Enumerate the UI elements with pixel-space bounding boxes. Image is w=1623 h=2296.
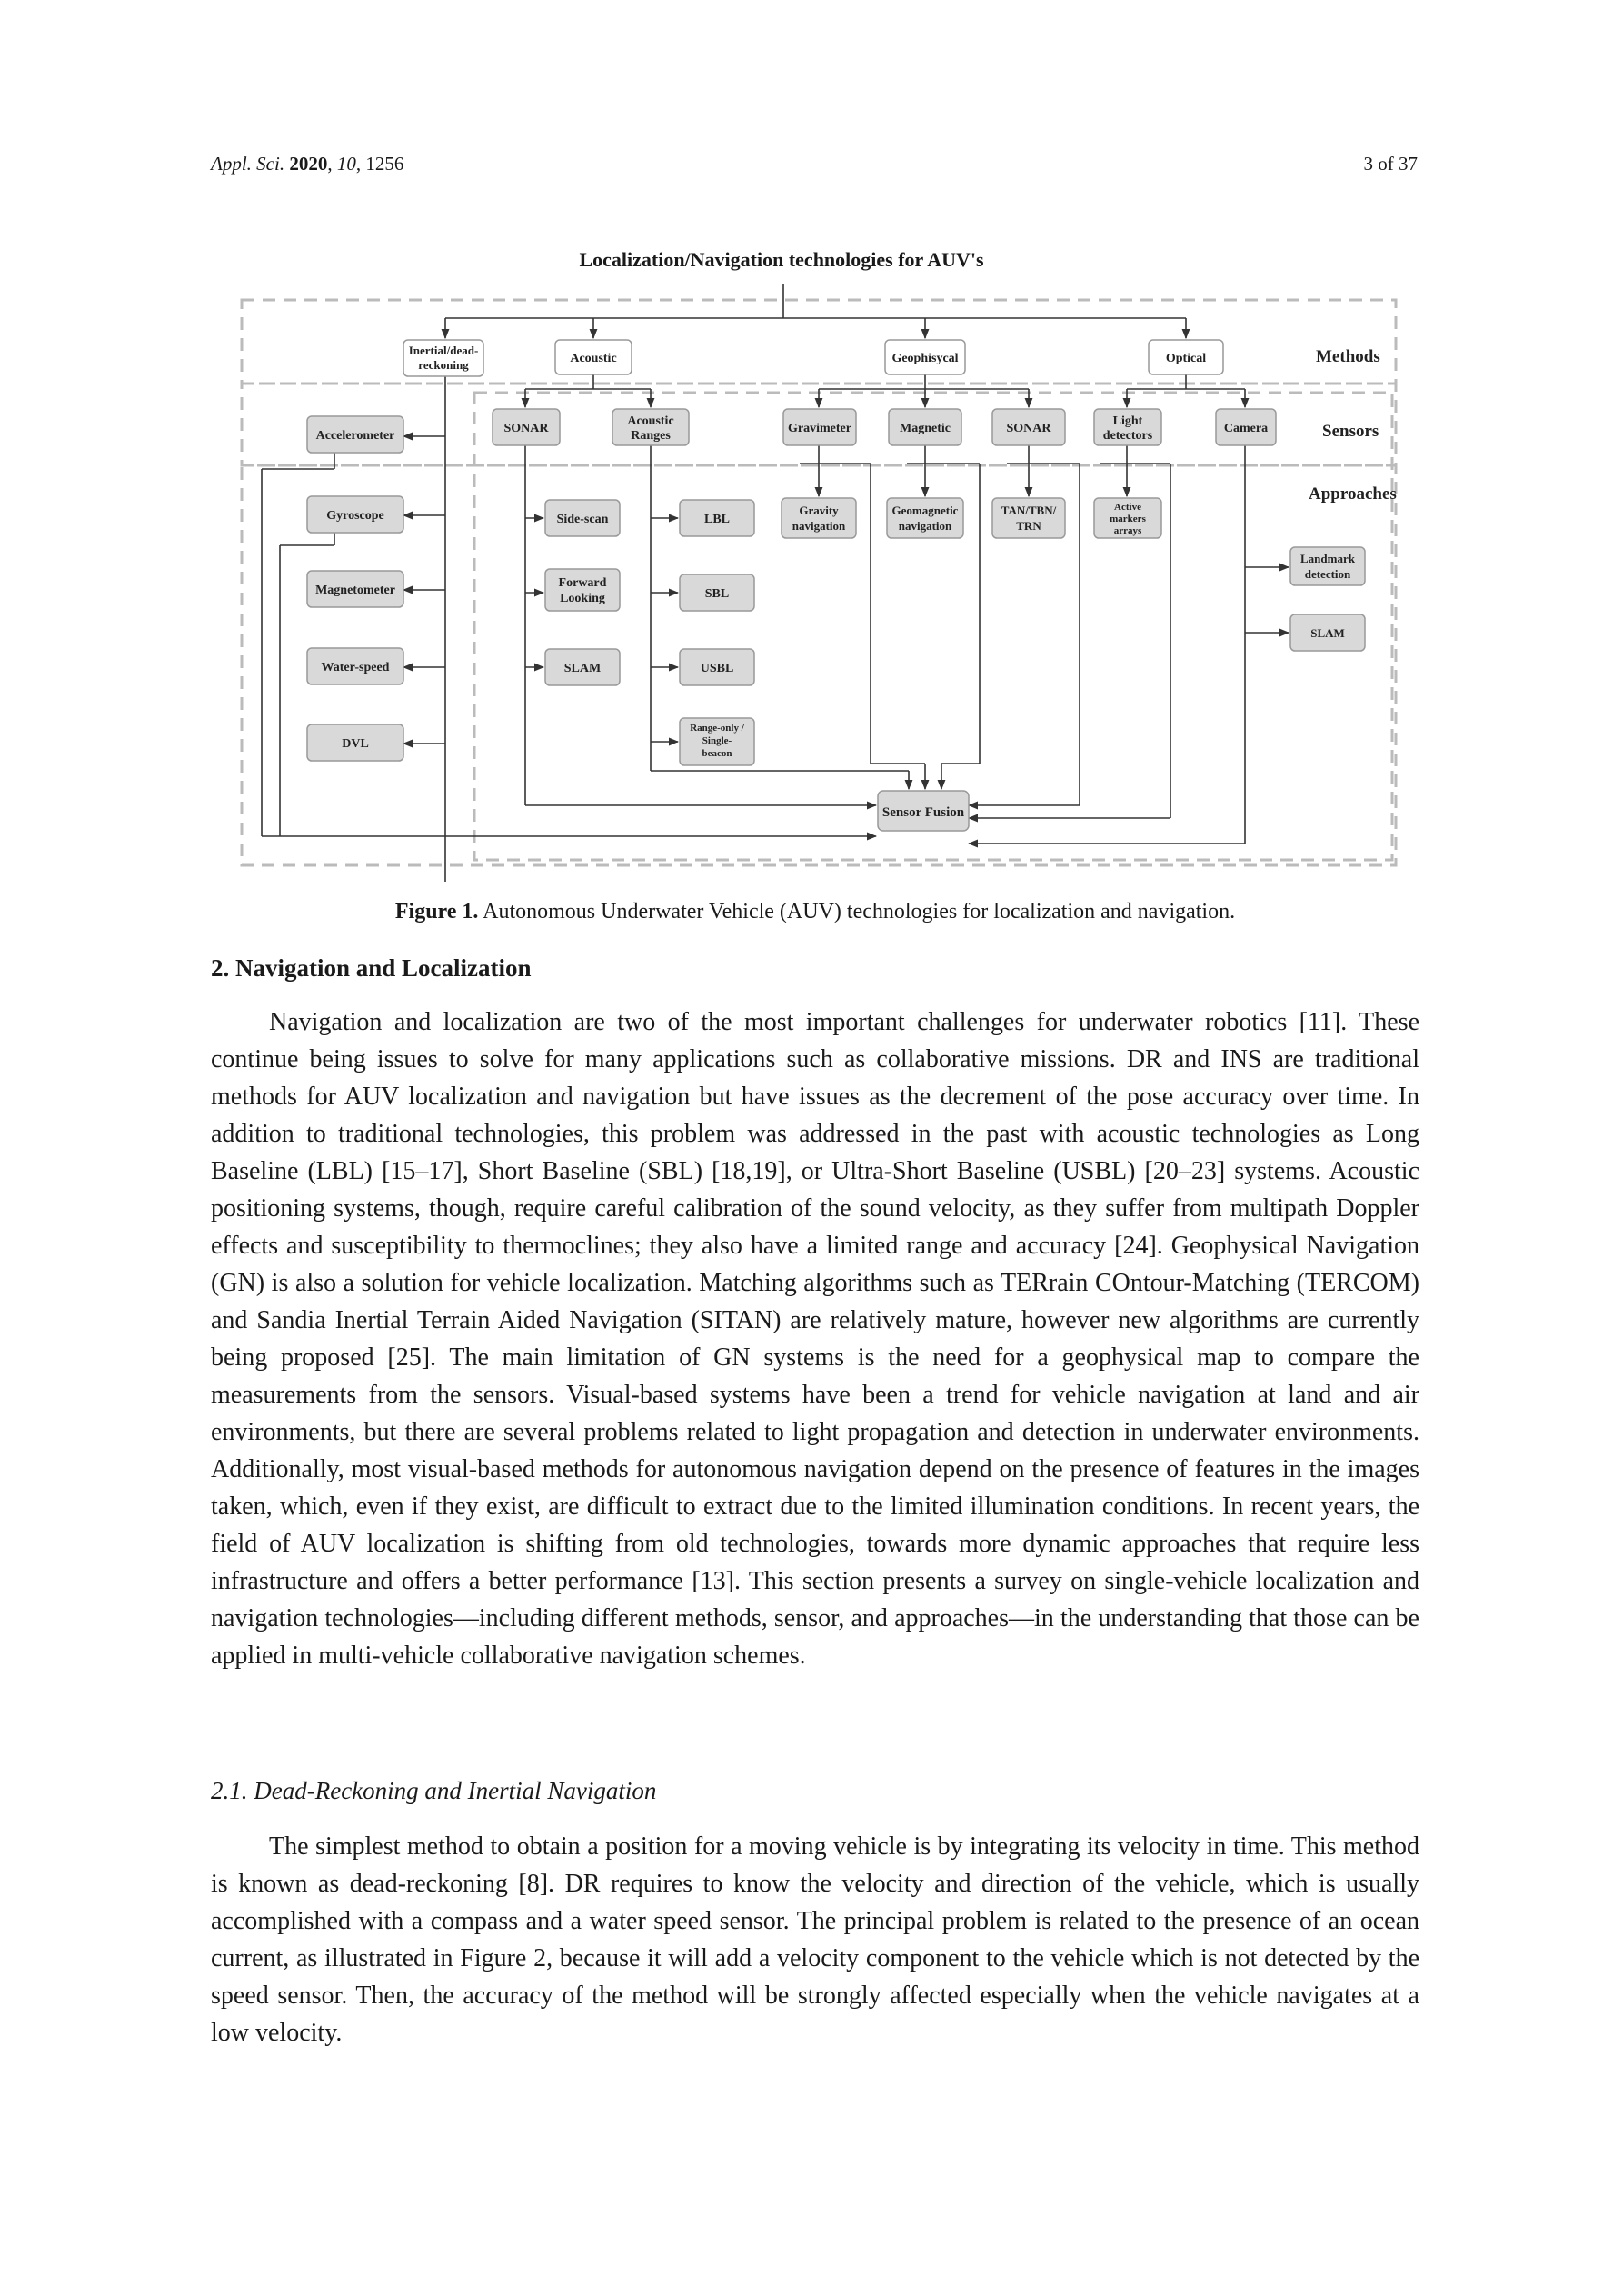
method-optical: Optical [1165,352,1207,365]
sensor-gravimeter: Gravimeter [788,422,851,435]
method-acoustic: Acoustic [570,352,617,365]
label-sensors: Sensors [1322,422,1379,441]
method-boxes [403,340,1223,376]
approach-forward-looking-line2: Looking [560,592,605,605]
approach-range-only-line2: Single- [702,735,732,746]
sensor-magnetometer: Magnetometer [315,584,395,597]
approach-tan-line1: TAN/TBN/ [1001,504,1057,517]
approach-range-only-line3: beacon [702,748,732,759]
sensor-light-detectors-line1: Light [1112,414,1143,428]
approach-tan-line2: TRN [1016,519,1041,533]
approach-gravity-line1: Gravity [799,504,839,517]
section-heading: 2. Navigation and Localization [211,954,532,982]
approach-sbl: SBL [704,587,730,601]
sensor-light-detectors-line2: detectors [1102,429,1153,443]
approach-range-only-line1: Range-only / [690,723,744,734]
caption-label: Figure 1. [394,900,479,923]
running-header-citation: Appl. Sci. 2020, 10, 1256 [211,153,404,175]
subsection-heading: 2.1. Dead-Reckoning and Inertial Navigation [211,1777,657,1804]
page-number: 3 of 37 [1363,153,1418,175]
sensor-magnetic: Magnetic [900,422,951,435]
sensor-sonar-acoustic: SONAR [503,422,549,435]
method-inertial-line1: Inertial/dead- [408,344,479,357]
layer-frames [242,300,1396,865]
approach-geomagnetic-line1: Geomagnetic [891,504,959,517]
sensor-accelerometer: Accelerometer [315,429,395,443]
approach-active-markers-line3: arrays [1113,525,1142,536]
label-approaches: Approaches [1309,484,1397,504]
approach-lbl: LBL [703,513,731,526]
paragraph-navigation: Navigation and localization are two of the most important challenges for underwater robotics [11]. These continue being issues to solve for many applications such as collaborative missions. DR and INS are traditional methods for AUV localization and navigation but have issues as the decrement of the pose accuracy over time. In addition to traditional technologies, this problem was addressed in the past with acoustic technologies as Long Baseline (LBL) [15–17], Short Baseline (SBL) [18,19], or Ultra-Short Baseline (USBL) [20–23] systems. Acoustic positioning systems, though, require careful calibration of the sound velocity, as they suffer from multipath Doppler effects and susceptibility to thermoclines; they also have a limited range and accuracy [24]. Geophysical Navigation (GN) is also a solution for vehicle localization. Matching algorithms such as TERrain COntour-Matching (TERCOM) and Sandia Inertial Terrain Aided Navigation (SITAN) are relatively mature, however new algorithms are currently being proposed [25]. The main limitation of GN systems is the need for a geophysical map to compare the measurements from the sensors. Visual-based systems have been a trend for vehicle navigation at land and air environments, but there are several problems related to light propagation and detection in underwater environments. Additionally, most visual-based methods for autonomous navigation depend on the presence of features in the images taken, which, even if they exist, are difficult to extract due to the limited illumination conditions. In recent years, the field of AUV localization is shifting from old technologies, towards more dynamic approaches that require less infrastructure and offers a better performance [13]. This section presents a survey on single-vehicle localization and navigation technologies—including different methods, sensor, and approaches—in the understanding that those can be applied in multi-vehicle collaborative navigation schemes. [211,1008,1419,1670]
method-inertial-line2: reckoning [418,358,469,372]
approach-landmark-line1: Landmark [1300,552,1355,565]
approach-active-markers-line1: Active [1114,502,1141,513]
sensor-water-speed: Water-speed [321,661,390,674]
sensor-camera: Camera [1223,422,1269,435]
figure-caption [211,900,1419,924]
label-methods: Methods [1316,347,1380,366]
paragraph-dead-reckoning: The simplest method to obtain a position for a moving vehicle is by integrating its velocity in time. This method is known as dead-reckoning [8]. DR requires to know the velocity and direction of the vehicle, which is usually accomplished with a compass and a water speed sensor. The principal problem is related to the presence of an ocean current, as illustrated in Figure 2, because it will add a velocity component to the vehicle which is not detected by the speed sensor. Then, the accuracy of the method will be strongly affected especially when the vehicle navigates at a low velocity. [211,1832,1419,2047]
approach-active-markers-line2: markers [1110,514,1146,524]
inertial-sensor-boxes [307,496,403,761]
caption-text: Autonomous Underwater Vehicle (AUV) technologies for localization and navigation. [483,900,1236,923]
approach-landmark-line2: detection [1304,567,1351,581]
figure-title: Localization/Navigation technologies for AUV's [579,248,984,271]
technology-diagram [234,273,1407,882]
approach-forward-looking-line1: Forward [558,576,607,590]
sensor-acoustic-ranges-line2: Ranges [631,429,671,443]
approach-side-scan: Side-scan [556,513,609,526]
sensor-gyroscope: Gyroscope [326,509,384,523]
approach-slam-acoustic: SLAM [563,662,602,675]
method-geophysical: Geophisycal [891,352,959,365]
approach-geomagnetic-line2: navigation [898,519,952,533]
approach-usbl: USBL [700,662,734,675]
approach-gravity-line2: navigation [792,519,846,533]
sensor-fusion-label: Sensor Fusion [881,805,965,820]
approach-slam-optical: SLAM [1310,626,1345,640]
sensor-dvl: DVL [342,737,369,751]
sensor-sonar-geophysical: SONAR [1006,422,1051,435]
sensor-acoustic-ranges-line1: Acoustic [627,414,674,428]
